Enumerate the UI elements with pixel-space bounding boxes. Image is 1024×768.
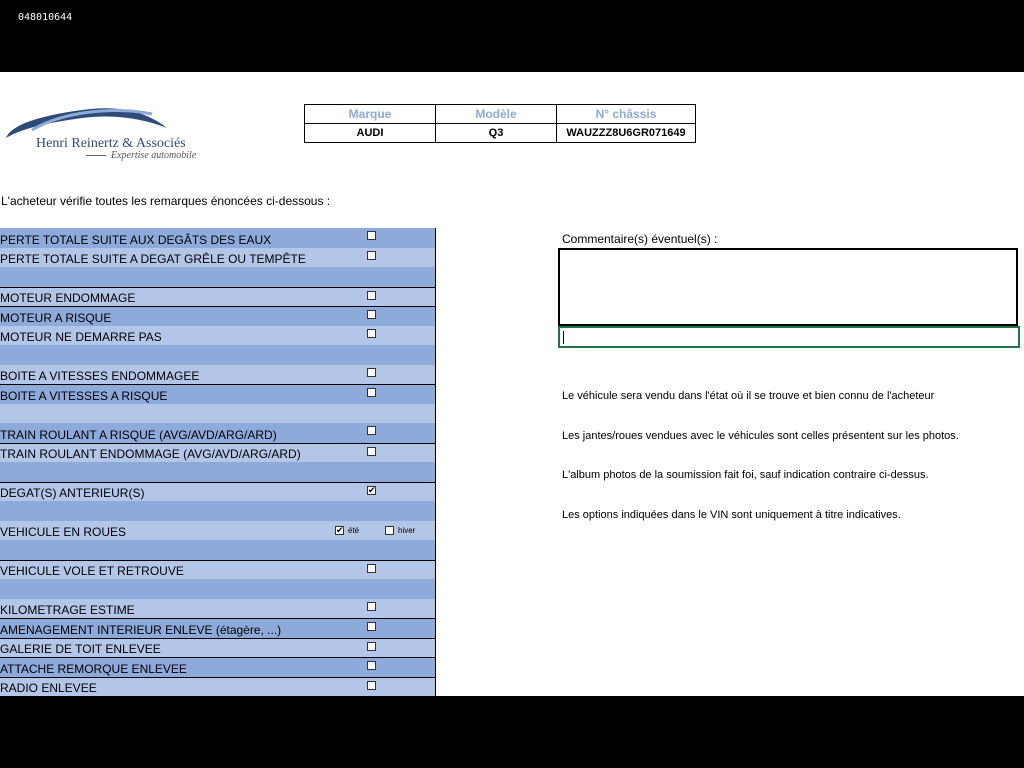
document-id: 048010644 [18, 12, 73, 23]
text-caret [563, 331, 564, 344]
checklist-row [0, 423, 436, 443]
checklist-row [0, 560, 436, 580]
checklist-row [0, 657, 436, 677]
checklist-checkbox[interactable] [367, 602, 376, 611]
row-border [435, 288, 436, 307]
company-logo [2, 100, 217, 168]
checklist-item-label: VEHICULE VOLE ET RETROUVE [0, 564, 184, 578]
row-border [435, 483, 436, 502]
row-border [435, 423, 436, 443]
row-border [435, 540, 436, 560]
checklist-spacer-row [0, 404, 436, 424]
checklist-spacer-row [0, 345, 436, 365]
checkbox-winter[interactable] [385, 526, 394, 535]
checklist-checkbox[interactable] [367, 681, 376, 690]
checklist-item-label: TRAIN ROULANT ENDOMMAGE (AVG/AVD/ARG/ARD) [0, 447, 301, 461]
checklist-item-label: GALERIE DE TOIT ENLEVEE [0, 642, 161, 656]
document-page [0, 72, 1024, 696]
checklist-item-label: AMENAGEMENT INTERIEUR ENLEVE (étagère, ...) [0, 622, 282, 637]
checklist-checkbox[interactable] [367, 388, 376, 397]
checklist-item-label: DEGAT(S) ANTERIEUR(S) [0, 486, 145, 500]
winter-label: hiver [398, 525, 416, 535]
checklist-row [0, 677, 436, 697]
checklist-row [0, 638, 436, 658]
checklist-row [0, 618, 436, 638]
row-border [435, 267, 436, 287]
row-border [435, 579, 436, 599]
checklist-checkbox[interactable] [367, 310, 376, 319]
checklist-checkbox[interactable] [367, 661, 376, 670]
checklist-spacer-row [0, 462, 436, 482]
checklist-item-label: ATTACHE REMORQUE ENLEVEE [0, 661, 187, 676]
header-chassis: N° châssis [557, 105, 696, 124]
checklist-checkbox[interactable] [367, 486, 376, 495]
checklist-spacer-row [0, 501, 436, 521]
checklist-item-label: PERTE TOTALE SUITE AUX DEGÂTS DES EAUX [0, 232, 272, 247]
logo-company-name: Henri Reinertz & Associés [36, 136, 186, 151]
row-border [435, 365, 436, 385]
row-border [435, 561, 436, 580]
row-border [435, 501, 436, 521]
checklist-item-label: MOTEUR NE DEMARRE PAS [0, 330, 162, 344]
top-black-bar [0, 0, 1024, 72]
note-condition: Le véhicule sera vendu dans l'état où il se trouve et bien connu de l'acheteur [562, 390, 935, 402]
checklist-row [0, 482, 436, 502]
checklist-item-label: PERTE TOTALE SUITE A DEGAT GRÊLE OU TEMPÊTE [0, 252, 306, 266]
checklist-item-label: KILOMETRAGE ESTIME [0, 603, 135, 617]
comments-label: Commentaire(s) éventuel(s) : [562, 232, 718, 246]
checklist-item-label: TRAIN ROULANT A RISQUE (AVG/AVD/ARG/ARD) [0, 427, 277, 442]
bottom-black-bar [0, 696, 1024, 768]
row-border [435, 385, 436, 404]
checklist-spacer-row [0, 267, 436, 287]
checklist-row [0, 384, 436, 404]
row-border [435, 404, 436, 424]
comments-input-cell[interactable] [558, 326, 1020, 348]
value-model: Q3 [436, 124, 557, 143]
checklist-item-label: MOTEUR ENDOMMAGE [0, 291, 136, 305]
checklist [0, 228, 436, 696]
checklist-row [0, 599, 436, 619]
row-border [435, 248, 436, 268]
row-border [435, 444, 436, 463]
note-photos: L'album photos de la soumission fait foi, sauf indication contraire ci-dessus. [562, 469, 929, 481]
checklist-checkbox[interactable] [367, 291, 376, 300]
note-wheels: Les jantes/roues vendues avec le véhicules sont celles présentent sur les photos. [562, 430, 959, 442]
row-border [435, 462, 436, 482]
comments-textarea[interactable] [558, 248, 1018, 326]
checklist-row [0, 365, 436, 385]
checklist-checkbox[interactable] [367, 426, 376, 435]
checklist-row [0, 248, 436, 268]
checklist-checkbox[interactable] [367, 231, 376, 240]
note-options: Les options indiquées dans le VIN sont uniquement à titre indicatives. [562, 509, 901, 521]
checklist-item-label: RADIO ENLEVEE [0, 681, 97, 695]
checklist-spacer-row [0, 579, 436, 599]
value-brand: AUDI [305, 124, 436, 143]
checklist-item-label: MOTEUR A RISQUE [0, 310, 112, 325]
row-border [435, 599, 436, 619]
checklist-item-label: BOITE A VITESSES ENDOMMAGEE [0, 369, 200, 383]
row-border [435, 521, 436, 541]
checklist-checkbox[interactable] [367, 368, 376, 377]
checklist-item-label: BOITE A VITESSES A RISQUE [0, 388, 168, 403]
row-border [435, 228, 436, 248]
logo-tagline: Expertise automobile [86, 150, 216, 161]
checklist-spacer-row [0, 540, 436, 560]
checklist-row [0, 521, 436, 541]
checklist-checkbox[interactable] [367, 329, 376, 338]
checklist-checkbox[interactable] [367, 642, 376, 651]
checklist-checkbox[interactable] [367, 447, 376, 456]
checklist-checkbox[interactable] [367, 251, 376, 260]
checklist-row [0, 326, 436, 346]
checkbox-summer[interactable] [335, 526, 344, 535]
row-border [435, 619, 436, 638]
header-brand: Marque [305, 105, 436, 124]
row-border [435, 326, 436, 346]
checklist-checkbox[interactable] [367, 564, 376, 573]
checklist-row [0, 287, 436, 307]
intro-text: L'acheteur vérifie toutes les remarques énoncées ci-dessous : [1, 194, 331, 208]
checklist-item-label: VEHICULE EN ROUES [0, 525, 127, 539]
checklist-checkbox[interactable] [367, 622, 376, 631]
checklist-row [0, 306, 436, 326]
checklist-row [0, 443, 436, 463]
row-border [435, 307, 436, 326]
checklist-row [0, 228, 436, 248]
row-border [435, 345, 436, 365]
header-model: Modèle [436, 105, 557, 124]
row-border [435, 678, 436, 697]
row-border [435, 639, 436, 658]
row-border [435, 658, 436, 677]
vehicle-info-table [304, 104, 696, 143]
summer-label: été [348, 525, 360, 535]
value-chassis: WAUZZZ8U6GR071649 [557, 124, 696, 143]
